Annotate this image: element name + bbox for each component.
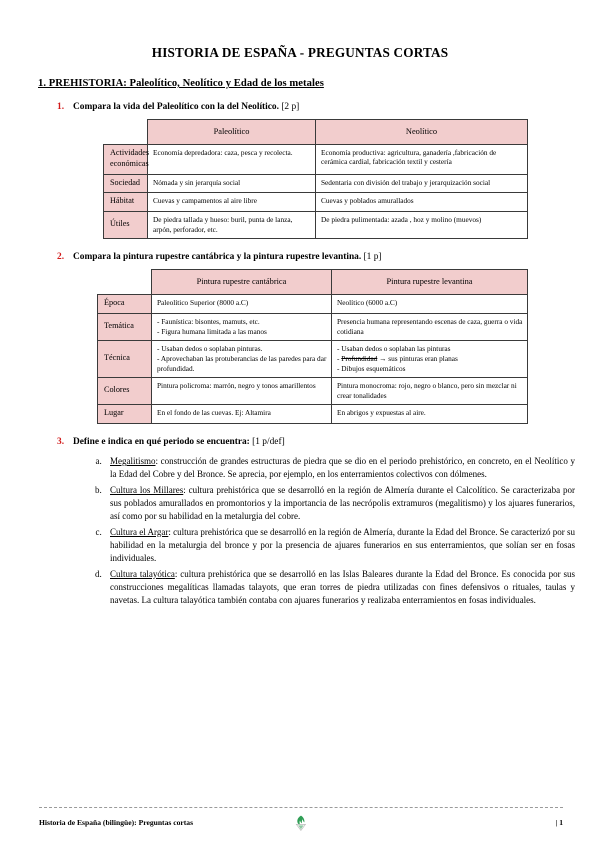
list-item bbox=[104, 526, 600, 565]
line2-prefix: - bbox=[337, 353, 342, 363]
table1-cell-habitat-paleolitico: Cuevas y campamentos al aire libre bbox=[148, 193, 316, 212]
table2-tematica-cantabrica-line-1: - Faunística: bisontes, mamuts, etc. bbox=[157, 317, 260, 327]
footer-divider bbox=[39, 807, 563, 808]
table2-row-label-tecnica: Técnica bbox=[98, 341, 152, 378]
definition-cultura-talayotica bbox=[110, 568, 600, 607]
table2-corner-cell bbox=[98, 270, 152, 295]
table2-row-label-colores: Colores bbox=[98, 378, 152, 405]
list-item bbox=[104, 568, 600, 607]
table-row bbox=[104, 174, 528, 193]
table2-cell-tematica-levantina: Presencia humana representando escenas de caza, guerra o vida cotidiana bbox=[332, 314, 528, 341]
table-row bbox=[104, 212, 528, 239]
question-1-points: [2 p] bbox=[281, 102, 300, 112]
list-item bbox=[104, 484, 600, 523]
definition-body: : cultura prehistórica que se desarrolló en la región de Almería durante el Calcolítico. Se caracterizaba por sus poblados amurallados en promontorios y la importancia de las necrópolis extramuros (megalitismo) y los ajuares funerarios, así como por su habilidad en la metalurgia del cobre. bbox=[110, 484, 575, 522]
definition-body: : cultura prehistórica que se desarrolló en la región de Almería, durante la Edad del Bronce. Se caracterizó por su habilidad en la metalurgia del bronce y por la presencia de ajuares funerarios en sus enterramientos, que solían ser en fosas individuales. bbox=[110, 526, 575, 563]
question-3 bbox=[0, 437, 600, 449]
table1-row-label-habitat: Hábitat bbox=[104, 193, 148, 212]
table-row bbox=[98, 378, 528, 405]
table2-row-label-tematica: Temática bbox=[98, 314, 152, 341]
table1-cell-habitat-neolitico: Cuevas y poblados amurallados bbox=[316, 193, 528, 212]
table1-cell-utiles-paleolitico: De piedra tallada y hueso: buril, punta de lanza, arpón, perforador, etc. bbox=[148, 212, 316, 239]
table1-row-label-actividades: Actividades económicas bbox=[104, 144, 148, 174]
table2-tecnica-cantabrica-line-1: - Usaban dedos o soplaban pinturas. bbox=[157, 344, 263, 354]
definition-term: Cultura talayótica bbox=[110, 568, 175, 579]
table1-cell-actividades-neolitico: Economía productiva: agricultura, ganadería ,fabricación de cerámica cardial, fabricación textil y cestería bbox=[316, 144, 528, 174]
question-2-points: [1 p] bbox=[363, 252, 382, 263]
question-3-prompt: Define e indica en qué periodo se encuentra: bbox=[73, 437, 250, 448]
table2-cell-colores-levantina: Pintura monocroma: rojo, negro o blanco, pero sin mezclar ni crear tonalidades bbox=[332, 378, 528, 405]
table2-header-row bbox=[98, 270, 528, 295]
table1-cell-actividades-paleolitico: Economía depredadora: caza, pesca y recolecta. bbox=[148, 144, 316, 174]
table2-cell-colores-cantabrica: Pintura policroma: marrón, negro y tonos amarillentos bbox=[152, 378, 332, 405]
comparison-table-paleolitico-neolitico bbox=[103, 119, 528, 240]
table-row bbox=[104, 144, 528, 174]
definition-body: : cultura prehistórica que se desarrolló en las Islas Baleares durante la Edad del Bronce. Es conocida por sus construcciones megalíticas llamadas talayots, que eran torres de piedra utilizadas con fines defensivos o rituales, taulas y navetas. La cultura talayótica también contaba con ajuares funerarios y realizaba enterramientos en fosas individuales. bbox=[110, 568, 575, 605]
table1-header-neolitico: Neolítico bbox=[316, 119, 528, 144]
table-row bbox=[98, 314, 528, 341]
table2-cell-tematica-cantabrica bbox=[152, 314, 332, 341]
table2-tecnica-levantina-line-3: - Dibujos esquemáticos bbox=[337, 363, 406, 373]
table1-corner-cell bbox=[104, 119, 148, 144]
question-1-text bbox=[73, 102, 299, 114]
question-3-text bbox=[73, 437, 285, 449]
table-row bbox=[98, 405, 528, 424]
question-3-points: [1 p/def] bbox=[252, 437, 285, 448]
table1-row-label-sociedad: Sociedad bbox=[104, 174, 148, 193]
page-title: HISTORIA DE ESPAÑA - PREGUNTAS CORTAS bbox=[151, 45, 449, 60]
definition-term: Megalitismo bbox=[110, 456, 156, 467]
question-2 bbox=[0, 252, 600, 264]
table1-header-paleolitico: Paleolítico bbox=[148, 119, 316, 144]
table2-cell-lugar-levantina: En abrigos y expuestas al aire. bbox=[332, 405, 528, 424]
page-footer bbox=[39, 818, 563, 827]
definition-body: : construcción de grandes estructuras de piedra que se dio en el periodo prehistórico, en concreto, en el Neolítico y la Edad del Cobre y del Bronce. Se aprecia, por ejemplo, en los enterramientos colectivos con dólmenes. bbox=[110, 456, 575, 480]
question-3-number: 3. bbox=[57, 437, 65, 448]
table2-tecnica-levantina-line-2 bbox=[337, 354, 523, 364]
definition-cultura-el-argar bbox=[110, 526, 600, 565]
table2-header-cantabrica: Pintura rupestre cantábrica bbox=[152, 270, 332, 295]
page-number: | 1 bbox=[555, 818, 563, 827]
table1-row-label-utiles: Útiles bbox=[104, 212, 148, 239]
table2-cell-tecnica-levantina bbox=[332, 341, 528, 378]
definition-megalitismo bbox=[110, 455, 600, 481]
table2-tematica-cantabrica-line-2: - Figura humana limitada a las manos bbox=[157, 326, 267, 336]
table1-cell-sociedad-neolitico: Sedentaria con división del trabajo y jerarquización social bbox=[316, 174, 528, 193]
question-2-number: 2. bbox=[57, 252, 65, 263]
table-row bbox=[104, 193, 528, 212]
definition-cultura-los-millares bbox=[110, 484, 600, 523]
definition-term: Cultura los Millares bbox=[110, 484, 184, 495]
question-2-text bbox=[73, 252, 382, 264]
definition-term: Cultura el Argar bbox=[110, 526, 169, 537]
table2-cell-epoca-levantina: Neolítico (6000 a.C) bbox=[332, 295, 528, 314]
table1-cell-sociedad-paleolitico: Nómada y sin jerarquía social bbox=[148, 174, 316, 193]
table-row bbox=[98, 295, 528, 314]
section-heading: 1. PREHISTORIA: Paleolítico, Neolítico y Edad de los metales bbox=[38, 78, 324, 89]
definition-list bbox=[0, 455, 600, 607]
table2-cell-epoca-cantabrica: Paleolítico Superior (8000 a.C) bbox=[152, 295, 332, 314]
table-row bbox=[98, 341, 528, 378]
table2-tecnica-cantabrica-line-2: - Aprovechaban las protuberancias de las paredes para dar profundidad. bbox=[157, 353, 327, 373]
table1-cell-utiles-neolitico: De piedra pulimentada: azada , hoz y molino (muevos) bbox=[316, 212, 528, 239]
table1-header-row bbox=[104, 119, 528, 144]
question-1-prompt: Compara la vida del Paleolítico con la del Neolítico. bbox=[73, 102, 279, 112]
table2-cell-lugar-cantabrica: En el fondo de las cuevas. Ej: Altamira bbox=[152, 405, 332, 424]
list-item bbox=[104, 455, 600, 481]
table2-header-levantina: Pintura rupestre levantina bbox=[332, 270, 528, 295]
question-1-number: 1. bbox=[57, 102, 65, 112]
question-1 bbox=[0, 102, 600, 114]
line2-suffix: → sus pinturas eran planas bbox=[377, 353, 458, 363]
strikethrough-text: Profundidad bbox=[341, 353, 378, 363]
comparison-table-pintura-rupestre bbox=[97, 269, 528, 424]
table2-tecnica-levantina-line-1: - Usaban dedos o soplaban las pinturas bbox=[337, 344, 451, 354]
footer-left-text: Historia de España (bilingüe): Preguntas cortas bbox=[39, 818, 194, 827]
table2-cell-tecnica-cantabrica bbox=[152, 341, 332, 378]
table2-row-label-epoca: Época bbox=[98, 295, 152, 314]
question-2-prompt: Compara la pintura rupestre cantábrica y la pintura rupestre levantina. bbox=[73, 252, 362, 263]
table2-row-label-lugar: Lugar bbox=[98, 405, 152, 424]
leaf-logo-icon bbox=[294, 815, 308, 831]
